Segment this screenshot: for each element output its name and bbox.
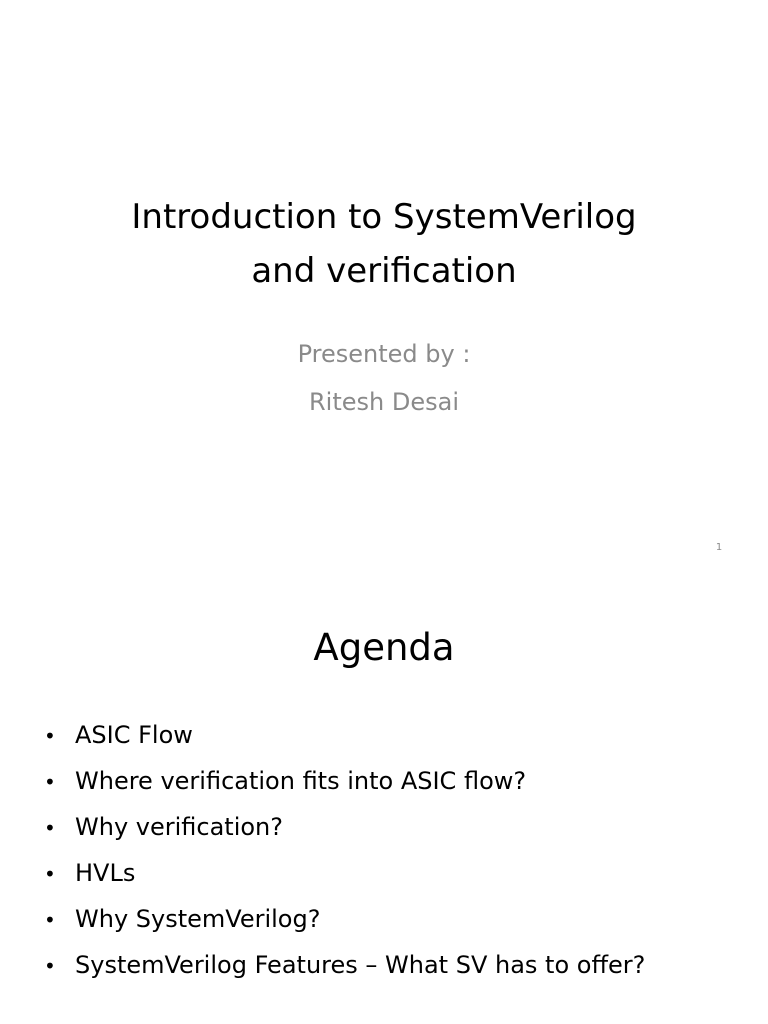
- bullet-icon: •: [44, 908, 56, 932]
- bullet-icon: •: [44, 816, 56, 840]
- list-item-text: ASIC Flow: [75, 721, 193, 749]
- list-item-text: SystemVerilog Features – What SV has to offer?: [75, 951, 646, 979]
- list-item: [44, 712, 645, 758]
- presenter-subtitle: [0, 330, 768, 426]
- title-line-1: Introduction to SystemVerilog: [131, 197, 637, 237]
- agenda-slide: [0, 576, 768, 1024]
- presenter-name: Ritesh Desai: [309, 388, 459, 416]
- bullet-icon: •: [44, 862, 56, 886]
- list-item-text: HVLs: [75, 859, 136, 887]
- bullet-icon: •: [44, 954, 56, 978]
- list-item: [44, 804, 645, 850]
- list-item-text: Why verification?: [75, 813, 284, 841]
- presented-by-label: Presented by :: [297, 340, 471, 368]
- bullet-icon: •: [44, 724, 56, 748]
- list-item: [44, 758, 645, 804]
- list-item-text: Why SystemVerilog?: [75, 905, 321, 933]
- list-item: [44, 850, 645, 896]
- list-item: [44, 896, 645, 942]
- list-item-text: Where verification fits into ASIC flow?: [75, 767, 527, 795]
- agenda-list: [44, 712, 645, 988]
- title-line-2: and verification: [251, 251, 517, 291]
- bullet-icon: •: [44, 770, 56, 794]
- agenda-title: Agenda: [313, 626, 455, 669]
- slide-number: 1: [715, 542, 723, 553]
- list-item: [44, 942, 645, 988]
- presentation-title: [0, 190, 768, 298]
